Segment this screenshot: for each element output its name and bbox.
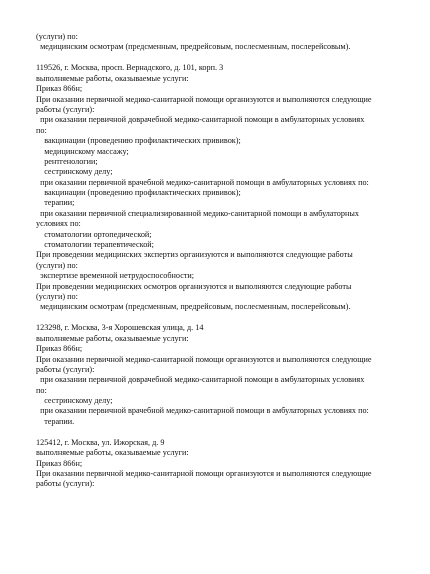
text-line: медицинскому массажу; bbox=[36, 146, 129, 156]
text-line: рентгенологии; bbox=[36, 156, 98, 166]
text-line: выполняемые работы, оказываемые услуги: bbox=[36, 73, 189, 83]
text-line: при оказании первичной врачебной медико-санитарной помощи в амбулаторных условиях по: bbox=[36, 406, 369, 416]
text-line: При проведении медицинских осмотров организуются и выполняются следующие работы bbox=[36, 281, 352, 291]
text-line: терапии; bbox=[36, 198, 75, 208]
text-line: При оказании первичной медико-санитарной помощи организуются и выполняются следующие bbox=[36, 354, 372, 364]
text-line: условиях по: bbox=[36, 219, 81, 229]
address-section bbox=[36, 32, 416, 53]
text-line: при оказании первичной доврачебной медико-санитарной помощи в амбулаторных условиях bbox=[36, 375, 365, 385]
text-line: (услуги) по: bbox=[36, 32, 78, 41]
text-line: (услуги) по: bbox=[36, 260, 78, 270]
address-line: 123298, г. Москва, 3-я Хорошевская улица, д. 14 bbox=[36, 323, 204, 333]
text-line: сестринскому делу; bbox=[36, 396, 113, 406]
address-section bbox=[36, 323, 416, 427]
text-line: При оказании первичной медико-санитарной помощи организуются и выполняются следующие bbox=[36, 94, 372, 104]
text-line: при оказании первичной специализированной медико-санитарной помощи в амбулаторных bbox=[36, 208, 359, 218]
text-line: выполняемые работы, оказываемые услуги: bbox=[36, 448, 189, 458]
text-line: при оказании первичной доврачебной медико-санитарной помощи в амбулаторных условиях bbox=[36, 115, 365, 125]
text-line: выполняемые работы, оказываемые услуги: bbox=[36, 333, 189, 343]
text-line: При проведении медицинских экспертиз организуются и выполняются следующие работы bbox=[36, 250, 353, 260]
text-line: (услуги) по: bbox=[36, 291, 78, 301]
text-line: стоматологии ортопедической; bbox=[36, 229, 152, 239]
text-line: При оказании первичной медико-санитарной помощи организуются и выполняются следующие bbox=[36, 469, 372, 479]
address-section bbox=[36, 63, 416, 312]
text-line: медицинским осмотрам (предсменным, предрейсовым, послесменным, послерейсовым). bbox=[36, 302, 351, 312]
text-line: вакцинации (проведению профилактических прививок); bbox=[36, 188, 241, 198]
text-line: Приказ 866н; bbox=[36, 458, 83, 468]
text-line: работы (услуги): bbox=[36, 104, 95, 114]
text-line: терапии. bbox=[36, 416, 75, 426]
address-line: 119526, г. Москва, просп. Вернадского, д. 101, корп. 3 bbox=[36, 63, 224, 73]
text-line: по: bbox=[36, 385, 47, 395]
address-line: 125412, г. Москва, ул. Ижорская, д. 9 bbox=[36, 437, 165, 447]
text-line: вакцинации (проведению профилактических прививок); bbox=[36, 136, 241, 146]
text-line: работы (услуги): bbox=[36, 479, 95, 489]
text-line: работы (услуги): bbox=[36, 364, 95, 374]
text-line: по: bbox=[36, 125, 47, 135]
text-line: медицинским осмотрам (предсменным, предрейсовым, послесменным, послерейсовым). bbox=[36, 42, 351, 52]
address-section bbox=[36, 438, 416, 490]
text-line: Приказ 866н; bbox=[36, 84, 83, 94]
document-page bbox=[36, 32, 416, 500]
text-line: стоматологии терапевтической; bbox=[36, 240, 154, 250]
text-line: Приказ 866н; bbox=[36, 344, 83, 354]
text-line: при оказании первичной врачебной медико-санитарной помощи в амбулаторных условиях по: bbox=[36, 177, 369, 187]
text-line: сестринскому делу; bbox=[36, 167, 113, 177]
text-line: экспертизе временной нетрудоспособности; bbox=[36, 271, 195, 281]
